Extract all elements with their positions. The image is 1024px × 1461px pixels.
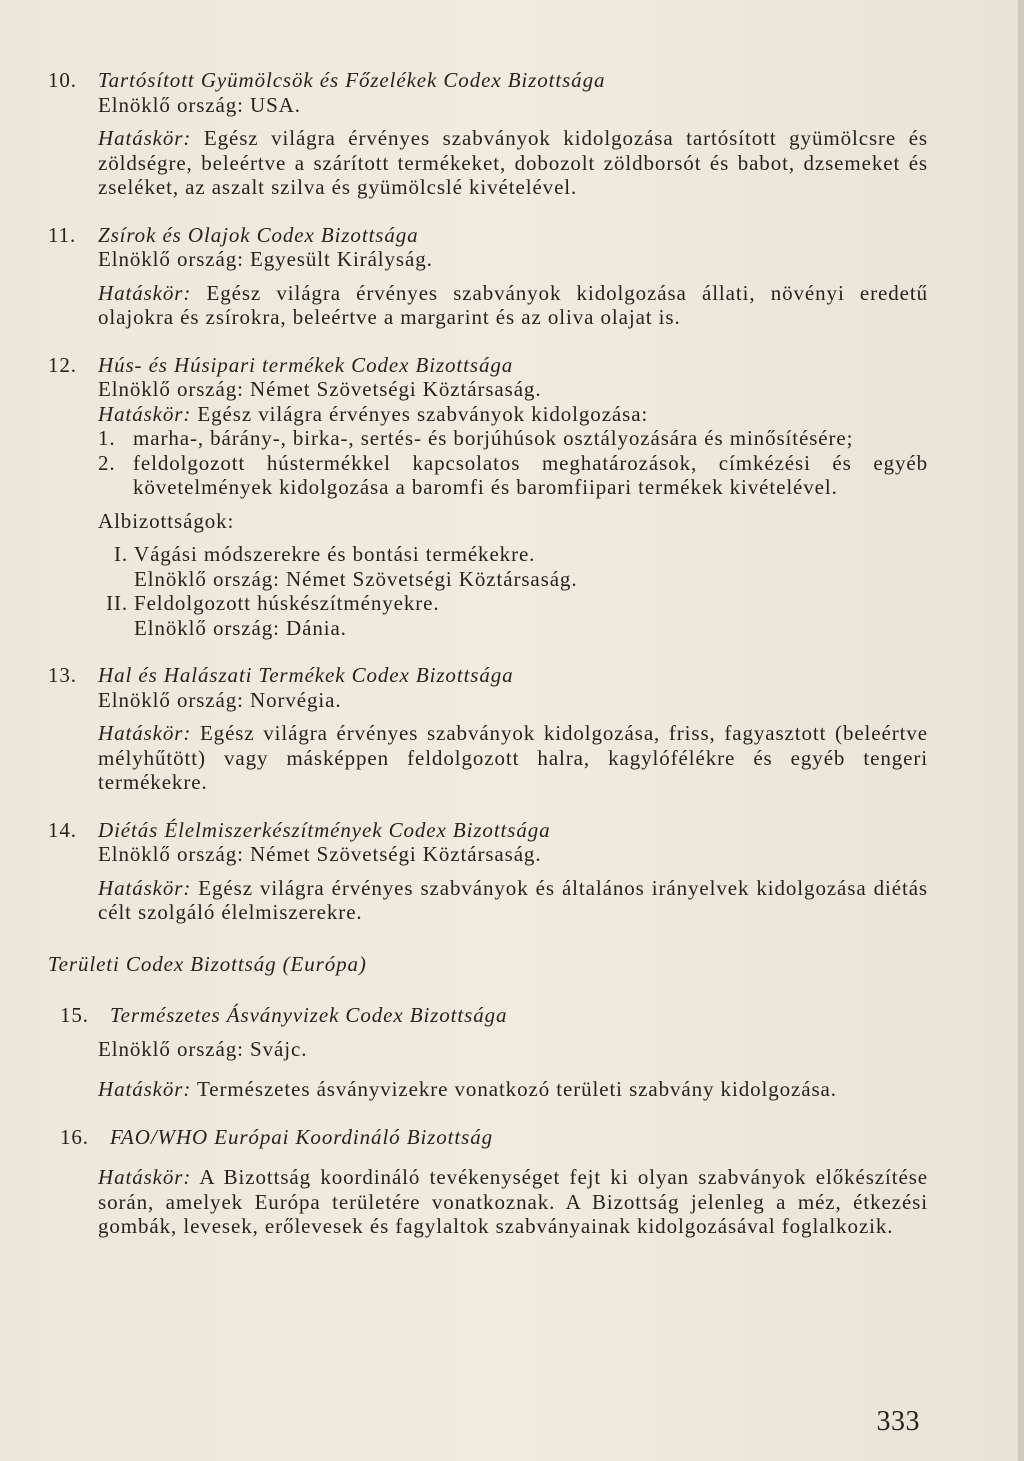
entry-title: Hús- és Húsipari termékek Codex Bizottsága bbox=[98, 352, 514, 377]
entry-10 bbox=[48, 68, 928, 200]
entry-number: 13. bbox=[48, 663, 77, 687]
scope-paragraph bbox=[98, 402, 928, 427]
list-item bbox=[98, 426, 928, 451]
scope-label: Hatáskör: bbox=[98, 875, 192, 900]
scope-label: Hatáskör: bbox=[98, 1165, 192, 1189]
entry-number: 15. bbox=[60, 1003, 89, 1027]
page-number: 333 bbox=[876, 1406, 920, 1437]
subcommittee-chair: Elnöklő ország: Dánia. bbox=[134, 615, 347, 640]
scope-label: Hatáskör: bbox=[98, 126, 192, 150]
entry-16 bbox=[48, 1125, 928, 1239]
subcommittee-title: Vágási módszerekre és bontási termékekre. bbox=[134, 542, 536, 566]
subcommittee-list bbox=[98, 542, 928, 640]
scope-paragraph bbox=[98, 281, 928, 330]
entry-12 bbox=[48, 353, 928, 641]
entry-14 bbox=[48, 818, 928, 925]
scope-text: A Bizottság koordináló tevékenységet fejt ki olyan szabványok előkészítése során, amelyek Európa területére vonatkoznak. A Bizottság jelenleg a méz, étkezési gombák, levesek, erőlevesek és fagylaltok szabványainak kidolgozásával foglalkozik. bbox=[98, 1165, 928, 1238]
scope-paragraph bbox=[98, 721, 928, 795]
entry-13 bbox=[48, 663, 928, 795]
entry-number: 12. bbox=[48, 352, 77, 377]
chair-country: Elnöklő ország: Egyesült Királyság. bbox=[98, 247, 433, 271]
scope-paragraph bbox=[98, 876, 928, 925]
entry-number: 14. bbox=[48, 817, 77, 842]
entry-11 bbox=[48, 223, 928, 330]
list-item-number: 2. bbox=[98, 450, 116, 475]
section-heading: Területi Codex Bizottság (Európa) bbox=[48, 951, 367, 976]
scope-list bbox=[98, 426, 928, 500]
scope-paragraph bbox=[98, 1165, 928, 1239]
chair-country: Elnöklő ország: Német Szövetségi Köztársaság. bbox=[98, 377, 542, 401]
list-item-text: feldolgozott hústermékkel kapcsolatos meghatározások, címkézési és egyéb követelmények kidolgozása a baromfi és baromfiipari termékek kivételével. bbox=[133, 450, 928, 499]
scope-text: Természetes ásványvizekre vonatkozó területi szabvány kidolgozása. bbox=[197, 1077, 837, 1101]
scope-text: Egész világra érvényes szabványok és általános irányelvek kidolgozása diétás célt szolgáló élelmiszerekre. bbox=[98, 875, 928, 924]
entry-number: 11. bbox=[48, 222, 77, 247]
subcommittee-title: Feldolgozott húskészítményekre. bbox=[134, 591, 440, 615]
subcommittee-number: II. bbox=[106, 591, 128, 615]
entry-15 bbox=[48, 1003, 928, 1102]
scope-text: Egész világra érvényes szabványok kidolgozása állati, növényi eredetű olajokra és zsírokra, beleértve a margarint és az oliva olajat is. bbox=[98, 280, 928, 329]
chair-country: Elnöklő ország: Német Szövetségi Köztársaság. bbox=[98, 842, 542, 866]
entry-number: 10. bbox=[48, 68, 77, 92]
list-item-text: marha-, bárány-, birka-, sertés- és borjúhúsok osztályozására és minősítésére; bbox=[133, 426, 854, 450]
chair-country: Elnöklő ország: Norvégia. bbox=[98, 687, 342, 712]
page-content bbox=[48, 68, 928, 1239]
scope-label: Hatáskör: bbox=[98, 280, 192, 305]
list-item bbox=[98, 451, 928, 500]
scope-label: Hatáskör: bbox=[98, 1077, 192, 1101]
scope-text: Egész világra érvényes szabványok kidolgozása, friss, fagyasztott (beleértve mélyhűtött) vagy másképpen feldolgozott halra, kagylófélékre és egyéb tengeri termékekre. bbox=[98, 721, 928, 794]
subcommittees-label: Albizottságok: bbox=[98, 508, 235, 533]
scope-paragraph bbox=[98, 1077, 928, 1102]
chair-country: Elnöklő ország: Svájc. bbox=[98, 1036, 308, 1061]
subcommittee-number: I. bbox=[113, 542, 128, 566]
scope-paragraph bbox=[98, 126, 928, 200]
entry-number: 16. bbox=[60, 1124, 89, 1149]
chair-country: Elnöklő ország: USA. bbox=[98, 92, 301, 117]
entry-title: Tartósított Gyümölcsök és Főzelékek Codex Bizottsága bbox=[98, 68, 606, 92]
entry-title: Természetes Ásványvizek Codex Bizottsága bbox=[110, 1003, 508, 1027]
scope-text: Egész világra érvényes szabványok kidolgozása tartósított gyümölcsre és zöldségre, beleértve a szárított termékeket, dobozolt zöldborsót és babot, dzsemeket és zseléket, az aszalt szilva és gyümölcslé kivételével. bbox=[98, 126, 929, 199]
entry-title: Diétás Élelmiszerkészítmények Codex Bizottsága bbox=[98, 817, 551, 842]
entry-title: Zsírok és Olajok Codex Bizottsága bbox=[98, 222, 419, 247]
subcommittee-item bbox=[98, 542, 928, 591]
entry-title: Hal és Halászati Termékek Codex Bizottsága bbox=[98, 663, 514, 687]
subcommittee-item bbox=[98, 591, 928, 640]
subcommittee-chair: Elnöklő ország: Német Szövetségi Köztársaság. bbox=[134, 566, 578, 591]
scope-text: Egész világra érvényes szabványok kidolgozása: bbox=[197, 401, 649, 426]
list-item-number: 1. bbox=[98, 426, 116, 450]
entry-title: FAO/WHO Európai Koordináló Bizottság bbox=[110, 1124, 494, 1149]
scope-label: Hatáskör: bbox=[98, 721, 192, 745]
scope-label: Hatáskör: bbox=[98, 401, 192, 426]
